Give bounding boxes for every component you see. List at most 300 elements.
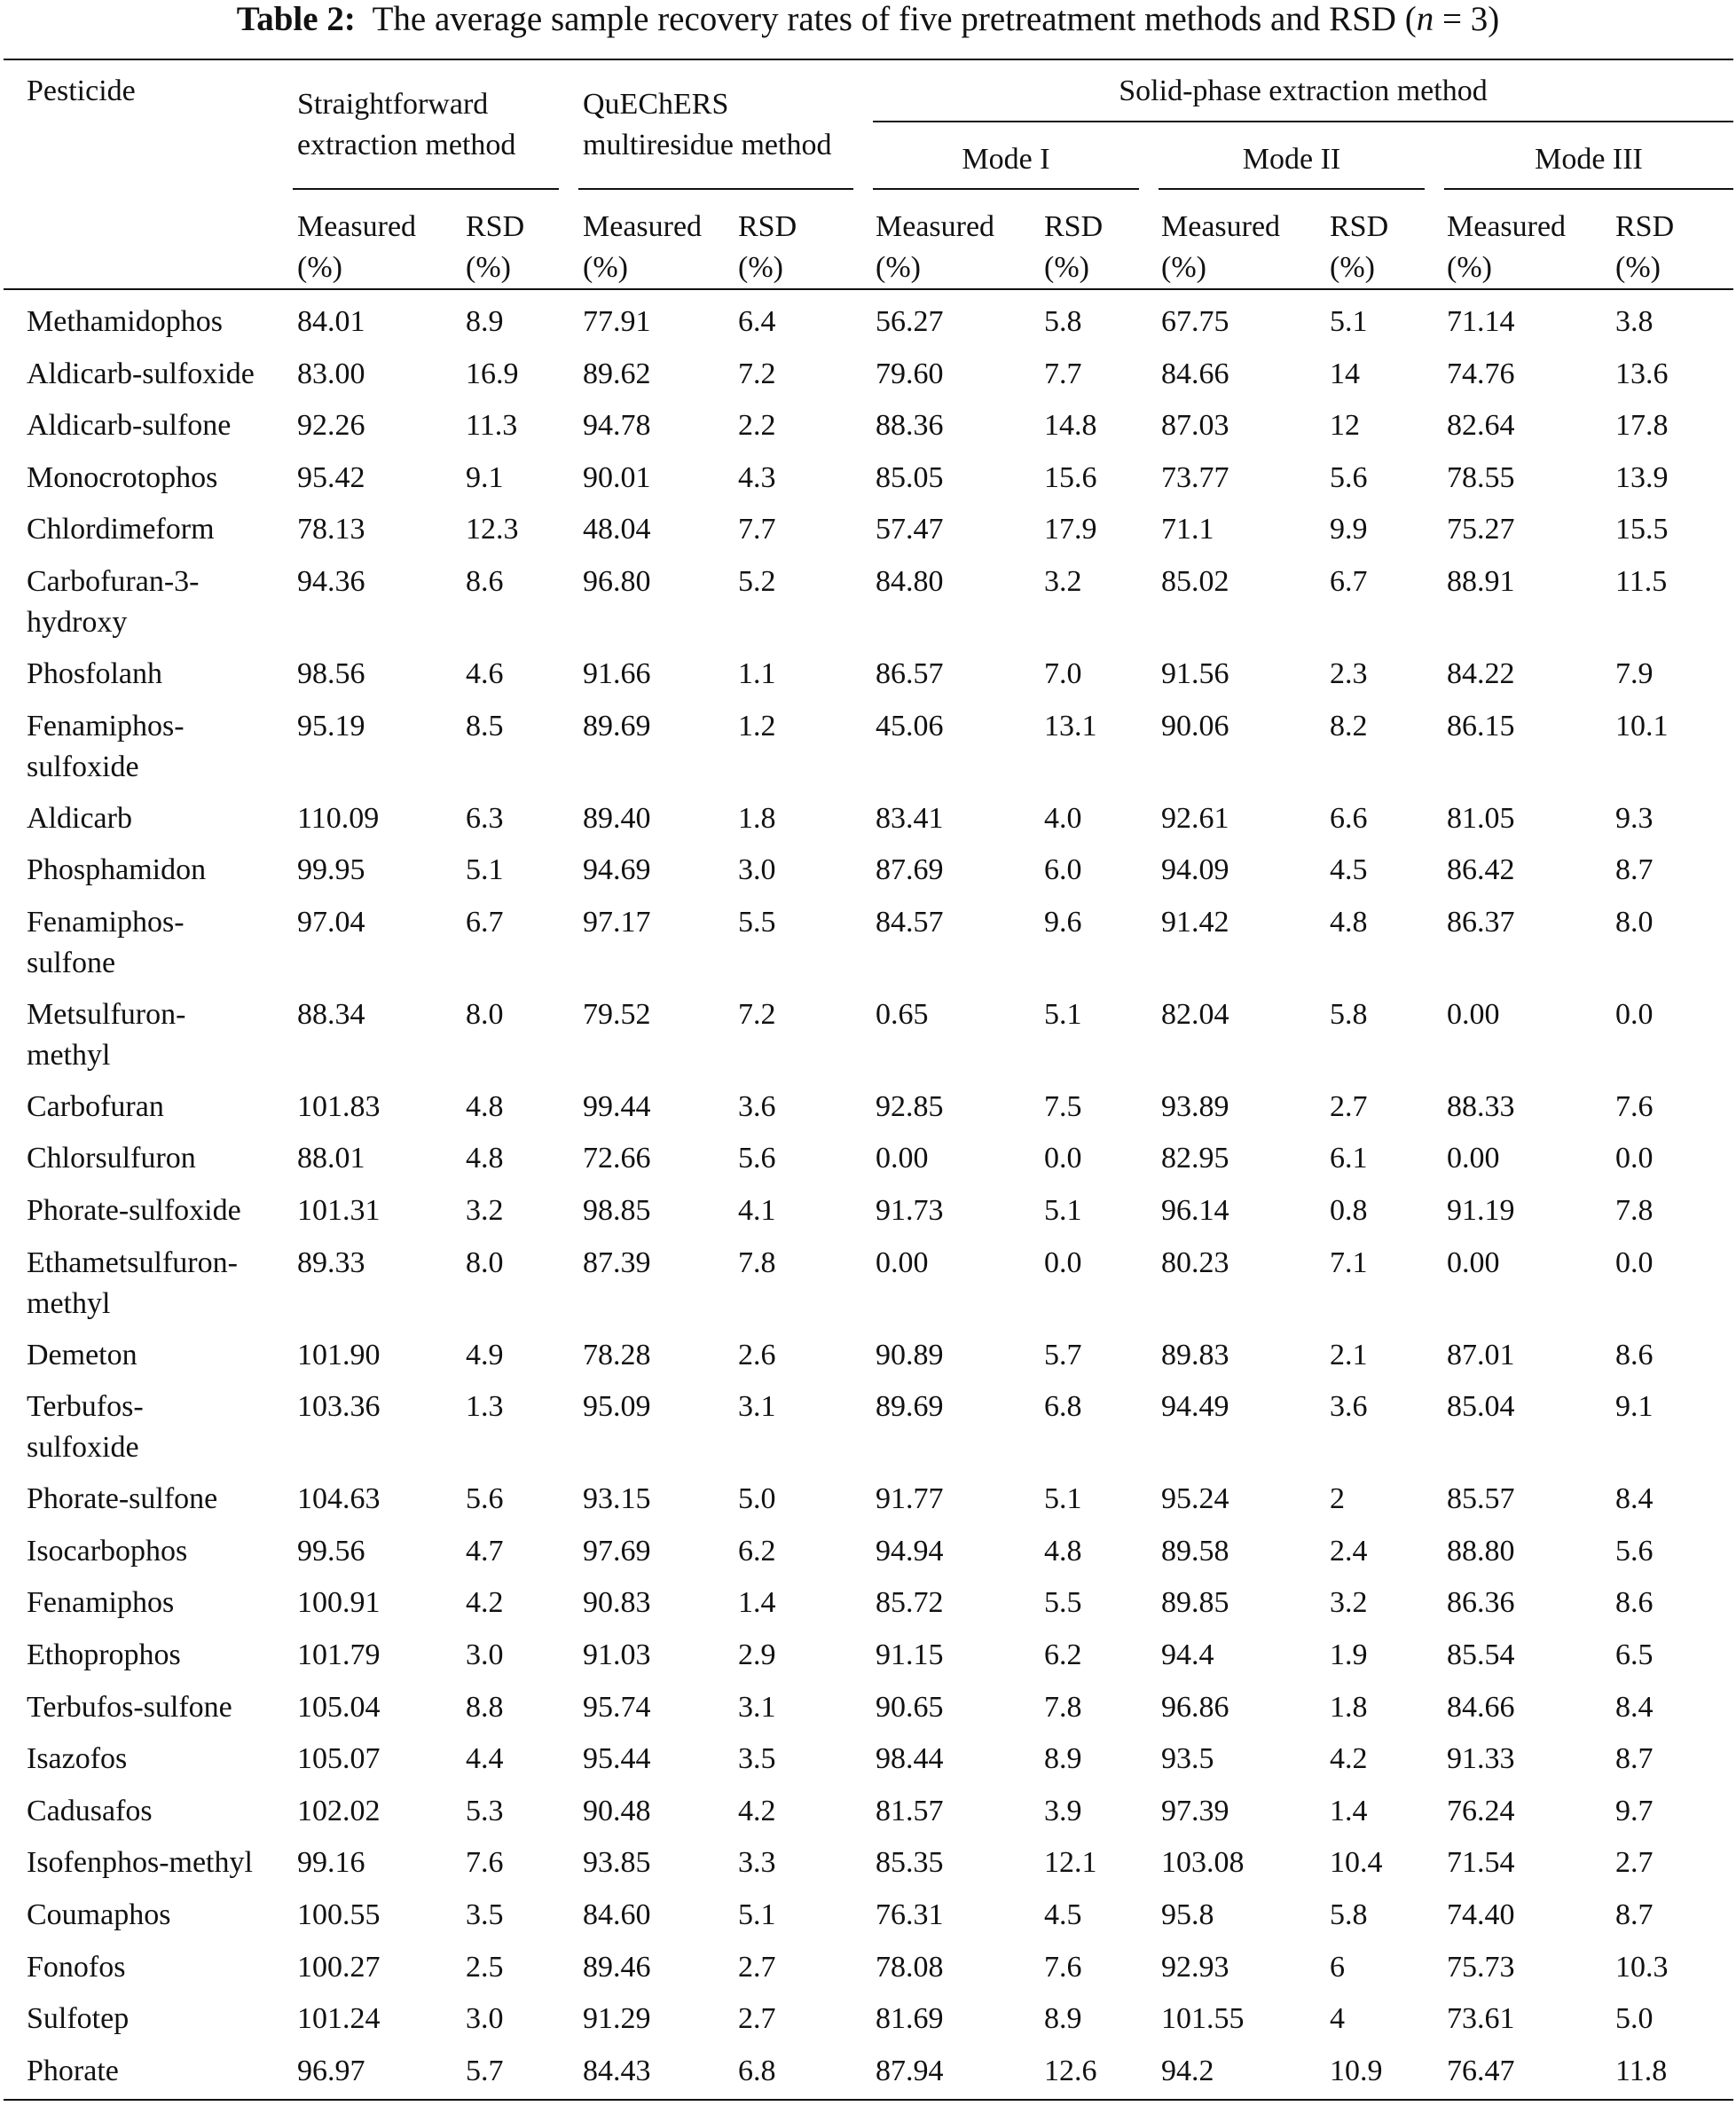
rsd-cell: 5.5 [738, 905, 776, 939]
measured-cell: 91.29 [583, 2002, 651, 2036]
rsd-cell: 6.6 [1330, 801, 1368, 835]
measured-cell: 86.36 [1447, 1586, 1515, 1620]
rsd-cell: 5.1 [466, 853, 504, 887]
rsd-cell: 7.8 [738, 1246, 776, 1279]
measured-cell: 89.83 [1161, 1338, 1229, 1371]
measured-cell: 95.74 [583, 1690, 651, 1724]
rsd-cell: 11.5 [1615, 565, 1668, 598]
rsd-cell: 5.8 [1044, 305, 1082, 338]
rsd-cell: 7.1 [1330, 1246, 1368, 1279]
rsd-cell: 5.8 [1330, 997, 1368, 1031]
pesticide-name: Isazofos [27, 1742, 128, 1776]
rsd-cell: 5.1 [1044, 997, 1082, 1031]
rsd-cell: 6.4 [738, 305, 776, 338]
measured-cell: 96.14 [1161, 1194, 1229, 1227]
measured-cell: 86.15 [1447, 709, 1515, 743]
pesticide-name: Cadusafos [27, 1794, 153, 1827]
pesticide-name: Fenamiphos- [27, 905, 185, 939]
pesticide-name: Fenamiphos [27, 1586, 175, 1620]
header-rsd-1-line-1: RSD [466, 210, 525, 243]
measured-cell: 0.00 [1447, 1246, 1500, 1279]
rsd-cell: 5.6 [1615, 1534, 1654, 1568]
pesticide-name: methyl [27, 1286, 111, 1320]
measured-cell: 84.60 [583, 1898, 651, 1931]
rsd-cell: 5.6 [1330, 460, 1368, 494]
measured-cell: 75.73 [1447, 1950, 1515, 1984]
measured-cell: 90.83 [583, 1586, 651, 1620]
measured-cell: 84.22 [1447, 657, 1515, 690]
rsd-cell: 3.2 [1044, 565, 1082, 598]
measured-cell: 93.89 [1161, 1089, 1229, 1123]
measured-cell: 95.44 [583, 1742, 651, 1776]
measured-cell: 89.46 [583, 1950, 651, 1984]
measured-cell: 76.31 [876, 1898, 944, 1931]
measured-cell: 91.77 [876, 1482, 944, 1516]
rsd-cell: 4.8 [466, 1142, 504, 1175]
measured-cell: 92.85 [876, 1089, 944, 1123]
measured-cell: 101.24 [297, 2002, 381, 2036]
measured-cell: 83.41 [876, 801, 944, 835]
measured-cell: 0.65 [876, 997, 929, 1031]
measured-cell: 90.65 [876, 1690, 944, 1724]
measured-cell: 82.95 [1161, 1142, 1229, 1175]
header-measured-4-line-1: Measured [1161, 210, 1281, 243]
measured-cell: 89.69 [876, 1390, 944, 1424]
rsd-cell: 2.7 [1330, 1089, 1368, 1123]
header-rsd-3-line-2: (%) [1044, 251, 1089, 284]
pesticide-name: Phorate-sulfone [27, 1482, 218, 1516]
measured-cell: 88.91 [1447, 565, 1515, 598]
header-measured-1-line-1: Measured [297, 210, 417, 243]
rsd-cell: 3.2 [1330, 1586, 1368, 1620]
rsd-cell: 6.5 [1615, 1638, 1654, 1671]
measured-cell: 97.04 [297, 905, 365, 939]
rsd-cell: 3.1 [738, 1690, 776, 1724]
header-rsd-5-line-1: RSD [1615, 210, 1675, 243]
measured-cell: 94.49 [1161, 1390, 1229, 1424]
measured-cell: 85.54 [1447, 1638, 1515, 1671]
rsd-cell: 5.1 [738, 1898, 776, 1931]
pesticide-name: Methamidophos [27, 305, 223, 338]
rsd-cell: 6.3 [466, 801, 504, 835]
rsd-cell: 6.2 [1044, 1638, 1082, 1671]
pesticide-name: Phorate [27, 2054, 119, 2087]
measured-cell: 74.40 [1447, 1898, 1515, 1931]
rsd-cell: 7.6 [1615, 1089, 1654, 1123]
measured-cell: 98.56 [297, 657, 365, 690]
rsd-cell: 8.6 [1615, 1338, 1654, 1371]
rsd-cell: 0.0 [1615, 997, 1654, 1031]
measured-cell: 73.61 [1447, 2002, 1515, 2036]
rsd-cell: 7.6 [466, 1846, 504, 1880]
measured-cell: 97.69 [583, 1534, 651, 1568]
rsd-cell: 9.7 [1615, 1794, 1654, 1827]
pesticide-name: Chlorsulfuron [27, 1142, 196, 1175]
rsd-cell: 6.7 [466, 905, 504, 939]
rsd-cell: 4.2 [466, 1586, 504, 1620]
measured-cell: 84.43 [583, 2054, 651, 2087]
rsd-cell: 4.8 [466, 1089, 504, 1123]
measured-cell: 85.35 [876, 1846, 944, 1880]
rsd-cell: 4.2 [1330, 1742, 1368, 1776]
rsd-cell: 17.9 [1044, 513, 1097, 546]
pesticide-name: Aldicarb [27, 801, 132, 835]
measured-cell: 98.85 [583, 1194, 651, 1227]
rsd-cell: 14.8 [1044, 409, 1097, 443]
measured-cell: 93.5 [1161, 1742, 1214, 1776]
measured-cell: 91.42 [1161, 905, 1229, 939]
rsd-cell: 7.2 [738, 997, 776, 1031]
header-measured-3-line-2: (%) [876, 251, 921, 284]
measured-cell: 57.47 [876, 513, 944, 546]
pesticide-name: Terbufos- [27, 1390, 144, 1424]
rsd-cell: 10.4 [1330, 1846, 1383, 1880]
rsd-cell: 1.8 [1330, 1690, 1368, 1724]
rsd-cell: 2.6 [738, 1338, 776, 1371]
rsd-cell: 2.2 [738, 409, 776, 443]
rsd-cell: 6.8 [1044, 1390, 1082, 1424]
rsd-cell: 3.0 [466, 2002, 504, 2036]
measured-cell: 94.36 [297, 565, 365, 598]
measured-cell: 95.8 [1161, 1898, 1214, 1931]
measured-cell: 48.04 [583, 513, 651, 546]
header-measured-1-line-2: (%) [297, 251, 342, 284]
measured-cell: 84.57 [876, 905, 944, 939]
measured-cell: 93.15 [583, 1482, 651, 1516]
rsd-cell: 2 [1330, 1482, 1345, 1516]
measured-cell: 81.69 [876, 2002, 944, 2036]
header-rsd-2-line-2: (%) [738, 251, 783, 284]
rsd-cell: 13.6 [1615, 357, 1669, 390]
measured-cell: 78.13 [297, 513, 365, 546]
rsd-cell: 2.3 [1330, 657, 1368, 690]
rsd-cell: 2.7 [738, 1950, 776, 1984]
rsd-cell: 3.2 [466, 1194, 504, 1227]
rsd-cell: 3.0 [466, 1638, 504, 1671]
measured-cell: 80.23 [1161, 1246, 1229, 1279]
measured-cell: 99.95 [297, 853, 365, 887]
measured-cell: 88.01 [297, 1142, 365, 1175]
header-quechers-1: QuEChERS [583, 88, 729, 121]
measured-cell: 101.90 [297, 1338, 381, 1371]
measured-cell: 102.02 [297, 1794, 381, 1827]
measured-cell: 105.04 [297, 1690, 381, 1724]
measured-cell: 0.00 [876, 1246, 929, 1279]
pesticide-name: Phosfolanh [27, 657, 162, 690]
measured-cell: 79.60 [876, 357, 944, 390]
measured-cell: 95.09 [583, 1390, 651, 1424]
measured-cell: 93.85 [583, 1846, 651, 1880]
measured-cell: 78.08 [876, 1950, 944, 1984]
header-measured-5-line-1: Measured [1447, 210, 1567, 243]
rsd-cell: 3.8 [1615, 305, 1654, 338]
rsd-cell: 9.3 [1615, 801, 1654, 835]
header-measured-5-line-2: (%) [1447, 251, 1492, 284]
rsd-cell: 12.3 [466, 513, 519, 546]
rsd-cell: 4.8 [1330, 905, 1368, 939]
header-measured-2-line-2: (%) [583, 251, 628, 284]
rsd-cell: 6.2 [738, 1534, 776, 1568]
measured-cell: 85.57 [1447, 1482, 1515, 1516]
measured-cell: 0.00 [876, 1142, 929, 1175]
rsd-cell: 5.7 [1044, 1338, 1082, 1371]
rsd-cell: 8.2 [1330, 709, 1368, 743]
measured-cell: 82.04 [1161, 997, 1229, 1031]
measured-cell: 91.56 [1161, 657, 1229, 690]
rsd-cell: 8.7 [1615, 1898, 1654, 1931]
measured-cell: 97.17 [583, 905, 651, 939]
measured-cell: 83.00 [297, 357, 365, 390]
title-n: n [1416, 0, 1434, 38]
header-rsd-5-line-2: (%) [1615, 251, 1661, 284]
rsd-cell: 1.1 [738, 657, 776, 690]
rsd-cell: 4.6 [466, 657, 504, 690]
rsd-cell: 5.1 [1044, 1194, 1082, 1227]
rsd-cell: 7.8 [1044, 1690, 1082, 1724]
measured-cell: 98.44 [876, 1742, 944, 1776]
rsd-cell: 2.9 [738, 1638, 776, 1671]
pesticide-name: Aldicarb-sulfone [27, 409, 232, 443]
rsd-cell: 6.8 [738, 2054, 776, 2087]
measured-cell: 87.94 [876, 2054, 944, 2087]
header-measured-3-line-1: Measured [876, 210, 995, 243]
rsd-cell: 9.9 [1330, 513, 1368, 546]
rsd-cell: 7.2 [738, 357, 776, 390]
pesticide-name: Demeton [27, 1338, 137, 1371]
header-rsd-4-line-1: RSD [1330, 210, 1389, 243]
rsd-cell: 2.1 [1330, 1338, 1368, 1371]
header-mode-3: Mode III [1535, 143, 1643, 176]
rsd-cell: 5.3 [466, 1794, 504, 1827]
header-measured-4-line-2: (%) [1161, 251, 1206, 284]
rsd-cell: 7.0 [1044, 657, 1082, 690]
rsd-cell: 8.7 [1615, 1742, 1654, 1776]
rsd-cell: 1.8 [738, 801, 776, 835]
rsd-cell: 7.9 [1615, 657, 1654, 690]
measured-cell: 91.73 [876, 1194, 944, 1227]
measured-cell: 94.09 [1161, 853, 1229, 887]
rsd-cell: 1.9 [1330, 1638, 1368, 1671]
rsd-cell: 11.3 [466, 409, 518, 443]
measured-cell: 56.27 [876, 305, 944, 338]
measured-cell: 90.89 [876, 1338, 944, 1371]
measured-cell: 84.01 [297, 305, 365, 338]
rsd-cell: 5.6 [738, 1142, 776, 1175]
measured-cell: 100.55 [297, 1898, 381, 1931]
measured-cell: 87.03 [1161, 409, 1229, 443]
rsd-cell: 2.4 [1330, 1534, 1368, 1568]
rsd-cell: 2.7 [738, 2002, 776, 2036]
pesticide-name: Carbofuran [27, 1089, 164, 1123]
rsd-cell: 13.9 [1615, 460, 1669, 494]
measured-cell: 89.62 [583, 357, 651, 390]
measured-cell: 79.52 [583, 997, 651, 1031]
pesticide-name: Coumaphos [27, 1898, 171, 1931]
rsd-cell: 15.5 [1615, 513, 1669, 546]
measured-cell: 74.76 [1447, 357, 1515, 390]
pesticide-name: Fonofos [27, 1950, 126, 1984]
measured-cell: 94.94 [876, 1534, 944, 1568]
rsd-cell: 5.6 [466, 1482, 504, 1516]
rsd-cell: 10.3 [1615, 1950, 1669, 1984]
measured-cell: 84.66 [1447, 1690, 1515, 1724]
rsd-cell: 7.5 [1044, 1089, 1082, 1123]
pesticide-name: sulfone [27, 946, 116, 979]
rsd-cell: 17.8 [1615, 409, 1669, 443]
pesticide-name: Sulfotep [27, 2002, 130, 2036]
measured-cell: 0.00 [1447, 997, 1500, 1031]
measured-cell: 100.27 [297, 1950, 381, 1984]
rsd-cell: 12 [1330, 409, 1360, 443]
header-rsd-3-line-1: RSD [1044, 210, 1104, 243]
pesticide-name: sulfoxide [27, 1431, 139, 1465]
measured-cell: 87.69 [876, 853, 944, 887]
measured-cell: 101.31 [297, 1194, 381, 1227]
measured-cell: 103.08 [1161, 1846, 1245, 1880]
measured-cell: 84.66 [1161, 357, 1229, 390]
header-rsd-4-line-2: (%) [1330, 251, 1375, 284]
rsd-cell: 4.2 [738, 1794, 776, 1827]
rsd-cell: 3.0 [738, 853, 776, 887]
rsd-cell: 4 [1330, 2002, 1345, 2036]
rsd-cell: 10.9 [1330, 2054, 1383, 2087]
measured-cell: 94.69 [583, 853, 651, 887]
rsd-cell: 8.9 [466, 305, 504, 338]
title-tail: = 3) [1434, 0, 1500, 38]
measured-cell: 88.80 [1447, 1534, 1515, 1568]
measured-cell: 86.37 [1447, 905, 1515, 939]
measured-cell: 71.1 [1161, 513, 1214, 546]
pesticide-name: methyl [27, 1038, 111, 1072]
measured-cell: 101.79 [297, 1638, 381, 1671]
rsd-cell: 4.3 [738, 460, 776, 494]
pesticide-name: Monocrotophos [27, 460, 218, 494]
measured-cell: 86.42 [1447, 853, 1515, 887]
pesticide-name: sulfoxide [27, 750, 139, 783]
rsd-cell: 4.7 [466, 1534, 504, 1568]
rsd-cell: 5.0 [1615, 2002, 1654, 2036]
measured-cell: 78.55 [1447, 460, 1515, 494]
rsd-cell: 6.7 [1330, 565, 1368, 598]
rsd-cell: 8.6 [1615, 1586, 1654, 1620]
rsd-cell: 3.5 [738, 1742, 776, 1776]
rsd-cell: 1.4 [1330, 1794, 1368, 1827]
rsd-cell: 0.0 [1044, 1246, 1082, 1279]
rsd-cell: 8.4 [1615, 1690, 1654, 1724]
measured-cell: 86.57 [876, 657, 944, 690]
measured-cell: 77.91 [583, 305, 651, 338]
measured-cell: 100.91 [297, 1586, 381, 1620]
measured-cell: 91.66 [583, 657, 651, 690]
measured-cell: 88.34 [297, 997, 365, 1031]
measured-cell: 99.56 [297, 1534, 365, 1568]
rsd-cell: 12.1 [1044, 1846, 1097, 1880]
rsd-cell: 15.6 [1044, 460, 1097, 494]
measured-cell: 88.36 [876, 409, 944, 443]
measured-cell: 99.16 [297, 1846, 365, 1880]
rsd-cell: 4.8 [1044, 1534, 1082, 1568]
rsd-cell: 3.6 [1330, 1390, 1368, 1424]
rsd-cell: 4.1 [738, 1194, 776, 1227]
pesticide-name: Isocarbophos [27, 1534, 188, 1568]
measured-cell: 92.93 [1161, 1950, 1229, 1984]
measured-cell: 72.66 [583, 1142, 651, 1175]
measured-cell: 89.33 [297, 1246, 365, 1279]
rsd-cell: 5.8 [1330, 1898, 1368, 1931]
pesticide-name: Ethametsulfuron- [27, 1246, 238, 1279]
rsd-cell: 1.4 [738, 1586, 776, 1620]
measured-cell: 91.19 [1447, 1194, 1515, 1227]
rsd-cell: 11.8 [1615, 2054, 1668, 2087]
rsd-cell: 8.0 [466, 997, 504, 1031]
rsd-cell: 3.3 [738, 1846, 776, 1880]
measured-cell: 91.15 [876, 1638, 944, 1671]
rsd-cell: 2.7 [1615, 1846, 1654, 1880]
rsd-cell: 1.2 [738, 709, 776, 743]
rsd-cell: 8.7 [1615, 853, 1654, 887]
rsd-cell: 8.9 [1044, 2002, 1082, 2036]
header-straightforward-1: Straightforward [297, 88, 489, 121]
measured-cell: 85.05 [876, 460, 944, 494]
measured-cell: 82.64 [1447, 409, 1515, 443]
rsd-cell: 7.8 [1615, 1194, 1654, 1227]
rsd-cell: 0.0 [1615, 1142, 1654, 1175]
measured-cell: 45.06 [876, 709, 944, 743]
measured-cell: 101.83 [297, 1089, 381, 1123]
measured-cell: 92.61 [1161, 801, 1229, 835]
measured-cell: 97.39 [1161, 1794, 1229, 1827]
measured-cell: 84.80 [876, 565, 944, 598]
rsd-cell: 5.0 [738, 1482, 776, 1516]
measured-cell: 85.72 [876, 1586, 944, 1620]
pesticide-name: Phorate-sulfoxide [27, 1194, 241, 1227]
measured-cell: 89.58 [1161, 1534, 1229, 1568]
rsd-cell: 0.0 [1615, 1246, 1654, 1279]
rsd-cell: 9.6 [1044, 905, 1082, 939]
measured-cell: 71.14 [1447, 305, 1515, 338]
measured-cell: 85.02 [1161, 565, 1229, 598]
rsd-cell: 10.1 [1615, 709, 1669, 743]
rsd-cell: 1.3 [466, 1390, 504, 1424]
rsd-cell: 12.6 [1044, 2054, 1097, 2087]
pesticide-name: Metsulfuron- [27, 997, 186, 1031]
table-label: Table 2: [236, 0, 356, 38]
pesticide-name: Chlordimeform [27, 513, 215, 546]
rsd-cell: 6 [1330, 1950, 1345, 1984]
measured-cell: 76.47 [1447, 2054, 1515, 2087]
rsd-cell: 8.0 [1615, 905, 1654, 939]
header-pesticide: Pesticide [27, 75, 136, 107]
measured-cell: 104.63 [297, 1482, 381, 1516]
measured-cell: 87.39 [583, 1246, 651, 1279]
measured-cell: 91.33 [1447, 1742, 1515, 1776]
title-text: The average sample recovery rates of five pretreatment methods and RSD ( [372, 0, 1417, 38]
rsd-cell: 6.1 [1330, 1142, 1368, 1175]
measured-cell: 101.55 [1161, 2002, 1245, 2036]
measured-cell: 90.06 [1161, 709, 1229, 743]
measured-cell: 67.75 [1161, 305, 1229, 338]
rsd-cell: 4.9 [466, 1338, 504, 1371]
measured-cell: 99.44 [583, 1089, 651, 1123]
rsd-cell: 4.5 [1044, 1898, 1082, 1931]
measured-cell: 94.4 [1161, 1638, 1214, 1671]
header-quechers-2: multiresidue method [583, 129, 832, 161]
rsd-cell: 3.1 [738, 1390, 776, 1424]
rsd-cell: 5.5 [1044, 1586, 1082, 1620]
pesticide-name: Isofenphos-methyl [27, 1846, 253, 1880]
measured-cell: 81.57 [876, 1794, 944, 1827]
rsd-cell: 4.5 [1330, 853, 1368, 887]
